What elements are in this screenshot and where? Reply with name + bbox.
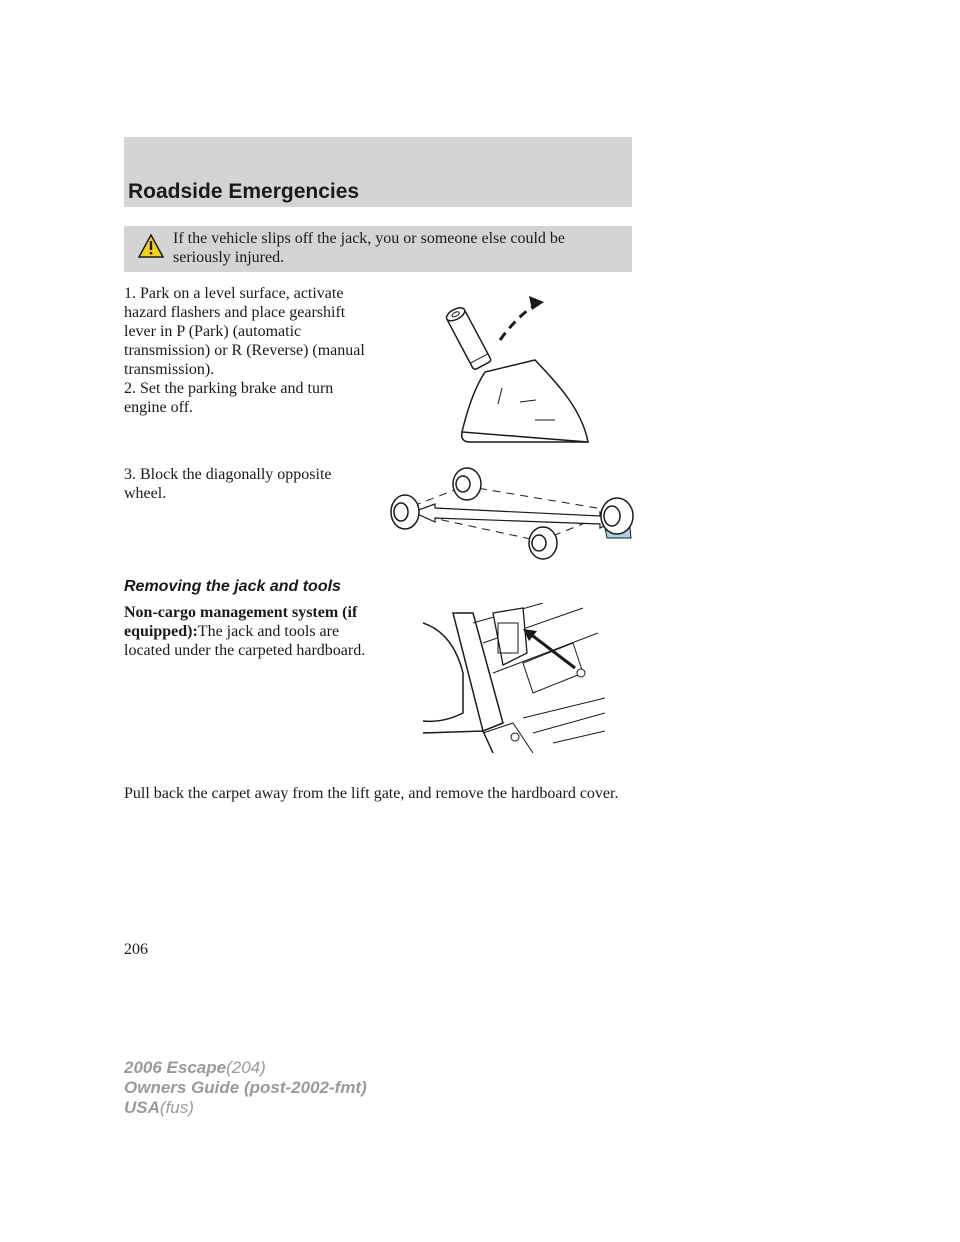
wheel-2 xyxy=(453,468,481,500)
step-3-text: 3. Block the diagonally opposite wheel. xyxy=(124,466,332,502)
wheel-3 xyxy=(529,527,557,559)
step-2-text: 2. Set the parking brake and turn engine off. xyxy=(124,380,334,416)
page-title: Roadside Emergencies xyxy=(128,180,360,203)
wheel-chock-illustration xyxy=(385,466,640,566)
wheel-4 xyxy=(601,498,633,534)
footer-model: 2006 Escape xyxy=(124,1058,227,1077)
wheel-1 xyxy=(391,495,419,529)
noncargo-text: The jack and tools are located under the carpeted hardboard. xyxy=(124,623,366,659)
warning-text: If the vehicle slips off the jack, you or someone else could be seriously injured. xyxy=(173,230,566,266)
step-1-text: 1. Park on a level surface, activate hazard flashers and place gearshift lever in P (Park) (automatic transmission) or R (Reverse) (manual transmission). xyxy=(124,285,365,378)
noncargo-label: Non-cargo management system (if equipped): xyxy=(124,604,358,640)
section-heading: Removing the jack and tools xyxy=(124,578,341,595)
footer-model-code: (204) xyxy=(226,1058,266,1077)
parking-brake-illustration xyxy=(440,292,610,444)
pullback-text: Pull back the carpet away from the lift gate, and remove the hardboard cover. xyxy=(124,785,619,802)
page-number: 206 xyxy=(124,941,148,958)
noncargo-paragraph xyxy=(124,603,369,660)
cargo-area-illustration xyxy=(423,603,605,753)
footer-guide: Owners Guide (post-2002-fmt) xyxy=(124,1078,367,1097)
warning-triangle-icon xyxy=(138,234,164,258)
footer-market-code: (fus) xyxy=(159,1098,194,1117)
footer-market: USA xyxy=(124,1098,160,1117)
footer xyxy=(124,1058,367,1118)
